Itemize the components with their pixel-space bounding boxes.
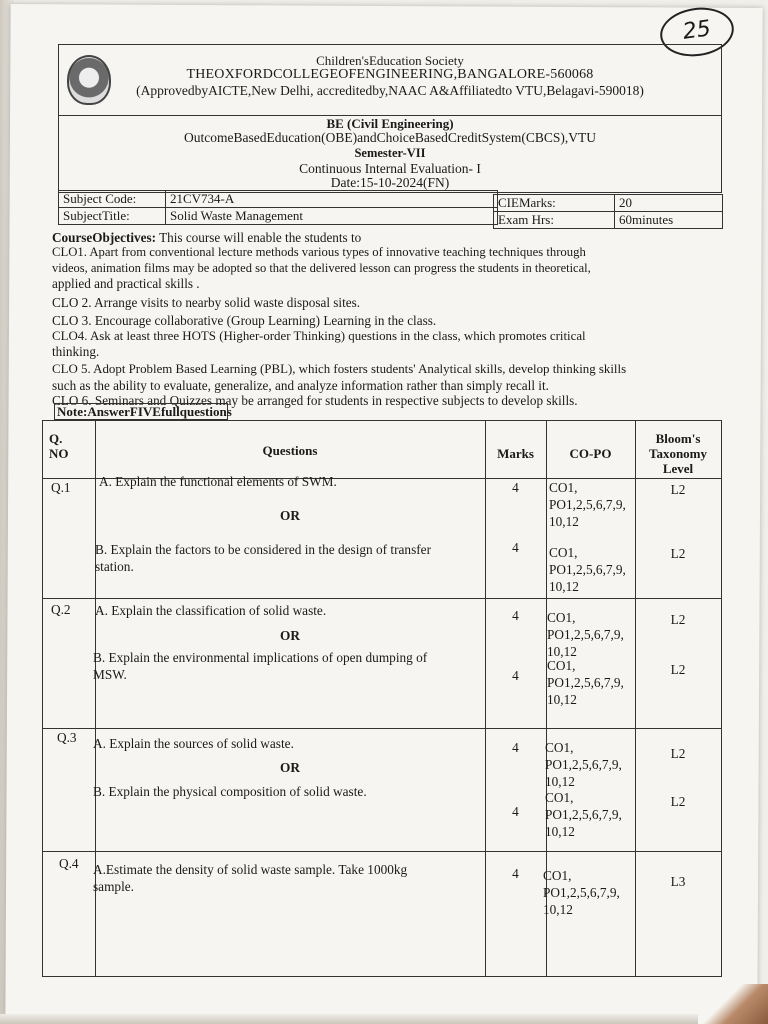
header-copo: CO-PO xyxy=(569,446,612,461)
course-name: BE (Civil Engineering) xyxy=(326,116,454,131)
bloom-level: L2 xyxy=(670,794,686,809)
question-text: A.Estimate the density of solid waste sample. Take 1000kg sample. xyxy=(93,862,408,894)
society-name: Children'sEducation Society xyxy=(316,53,464,68)
score-mark: 25 xyxy=(657,3,737,61)
subject-code-label: Subject Code: xyxy=(59,191,166,208)
copo-cell: CO1, PO1,2,5,6,7,9, 10,12 xyxy=(543,868,620,917)
or-label: OR xyxy=(280,508,300,523)
table-corner xyxy=(698,984,768,1024)
objectives-heading: CourseObjectives: xyxy=(52,230,157,245)
marks-cell: 4 xyxy=(512,608,519,623)
marks-cell: 4 xyxy=(512,804,519,819)
marks-info-table xyxy=(493,194,723,229)
question-table xyxy=(42,420,722,977)
marks-cell: 4 xyxy=(512,668,519,683)
objective-line: CLO 6. Seminars and Quizzes may be arranged for students in respective subjects to develop skills. xyxy=(52,393,578,408)
bloom-level: L2 xyxy=(670,662,686,677)
objective-line: applied and practical skills . xyxy=(52,276,200,291)
qno-cell: Q.1 xyxy=(51,480,71,495)
objective-line: CLO4. Ask at least three HOTS (Higher-order Thinking) questions in the class, which promotes critical xyxy=(52,329,586,343)
copo-cell: CO1, PO1,2,5,6,7,9, 10,12 xyxy=(549,545,626,594)
subject-info-table xyxy=(58,190,498,225)
marks-cell: 4 xyxy=(512,480,519,495)
answer-note: Note:AnswerFIVEfullquestions xyxy=(54,403,228,420)
objective-line: videos, animation films may be adopted so that the delivered lesson can progress the students in theoretical, xyxy=(52,261,591,275)
marks-cell: 4 xyxy=(512,866,519,881)
question-text: A. Explain the functional elements of SWM. xyxy=(99,474,337,489)
header-bloom: Bloom's Taxonomy Level xyxy=(648,431,708,476)
objective-line: thinking. xyxy=(52,344,100,359)
qno-cell: Q.4 xyxy=(59,856,79,871)
copo-cell: CO1, PO1,2,5,6,7,9, 10,12 xyxy=(545,740,622,789)
objective-line: such as the ability to evaluate, generalize, and analyze information rather than simply recall it. xyxy=(52,378,549,393)
qno-cell: Q.2 xyxy=(51,602,71,617)
cie-marks: 20 xyxy=(615,195,723,212)
exam-date: Date:15-10-2024(FN) xyxy=(330,175,450,190)
question-text: A. Explain the classification of solid waste. xyxy=(95,603,327,618)
copo-cell: CO1, PO1,2,5,6,7,9, 10,12 xyxy=(547,658,624,707)
marks-cell: 4 xyxy=(512,740,519,755)
or-label: OR xyxy=(280,760,300,775)
question-text: B. Explain the physical composition of solid waste. xyxy=(93,784,367,799)
question-text: A. Explain the sources of solid waste. xyxy=(93,736,294,751)
subject-title-label: SubjectTitle: xyxy=(59,208,166,225)
cie-marks-label: CIEMarks: xyxy=(494,195,615,212)
objective-line: CLO 2. Arrange visits to nearby solid waste disposal sites. xyxy=(52,295,361,310)
exam-hrs: 60minutes xyxy=(615,212,723,229)
header-qno: Q. NO xyxy=(49,431,69,461)
bloom-level: L2 xyxy=(670,746,686,761)
semester: Semester-VII xyxy=(354,146,426,160)
objective-line: CLO1. Apart from conventional lecture methods various types of innovative teaching techniques through xyxy=(52,245,586,259)
objectives-intro: This course will enable the students to xyxy=(159,230,362,245)
exam-header xyxy=(58,114,722,193)
copo-cell: CO1, PO1,2,5,6,7,9, 10,12 xyxy=(549,480,626,529)
marks-cell: 4 xyxy=(512,540,519,555)
or-label: OR xyxy=(280,628,300,643)
bloom-level: L2 xyxy=(670,546,686,561)
header-questions: Questions xyxy=(262,443,318,458)
objective-line: CLO 3. Encourage collaborative (Group Learning) Learning in the class. xyxy=(52,313,437,328)
subject-title: Solid Waste Management xyxy=(166,208,498,225)
evaluation-name: Continuous Internal Evaluation- I xyxy=(299,161,481,176)
subject-code: 21CV734-A xyxy=(166,191,498,208)
bloom-level: L3 xyxy=(670,874,686,889)
header-marks: Marks xyxy=(497,446,534,461)
question-text: B. Explain the environmental implications of open dumping of MSW. xyxy=(93,650,428,682)
college-name: THEOXFORDCOLLEGEOFENGINEERING,BANGALORE-560068 xyxy=(186,67,594,82)
obe-line: OutcomeBasedEducation(OBE)andChoiceBasedCreditSystem(CBCS),VTU xyxy=(183,130,597,145)
copo-cell: CO1, PO1,2,5,6,7,9, 10,12 xyxy=(545,790,622,839)
qno-cell: Q.3 xyxy=(57,730,77,745)
objectives-heading-line xyxy=(52,230,361,245)
copo-cell: CO1, PO1,2,5,6,7,9, 10,12 xyxy=(547,610,624,659)
bloom-level: L2 xyxy=(670,482,686,497)
objective-line: CLO 5. Adopt Problem Based Learning (PBL), which fosters students' Analytical skills, develop thinking skills xyxy=(52,362,627,376)
accreditation-line: (ApprovedbyAICTE,New Delhi, accreditedby,NAAC A&Affiliatedto VTU,Belagavi-590018) xyxy=(136,83,644,98)
college-header xyxy=(58,44,722,116)
page-shadow-bottom xyxy=(0,1014,768,1024)
question-text: B. Explain the factors to be considered in the design of transfer station. xyxy=(95,542,432,574)
bloom-level: L2 xyxy=(670,612,686,627)
exam-hrs-label: Exam Hrs: xyxy=(494,212,615,229)
